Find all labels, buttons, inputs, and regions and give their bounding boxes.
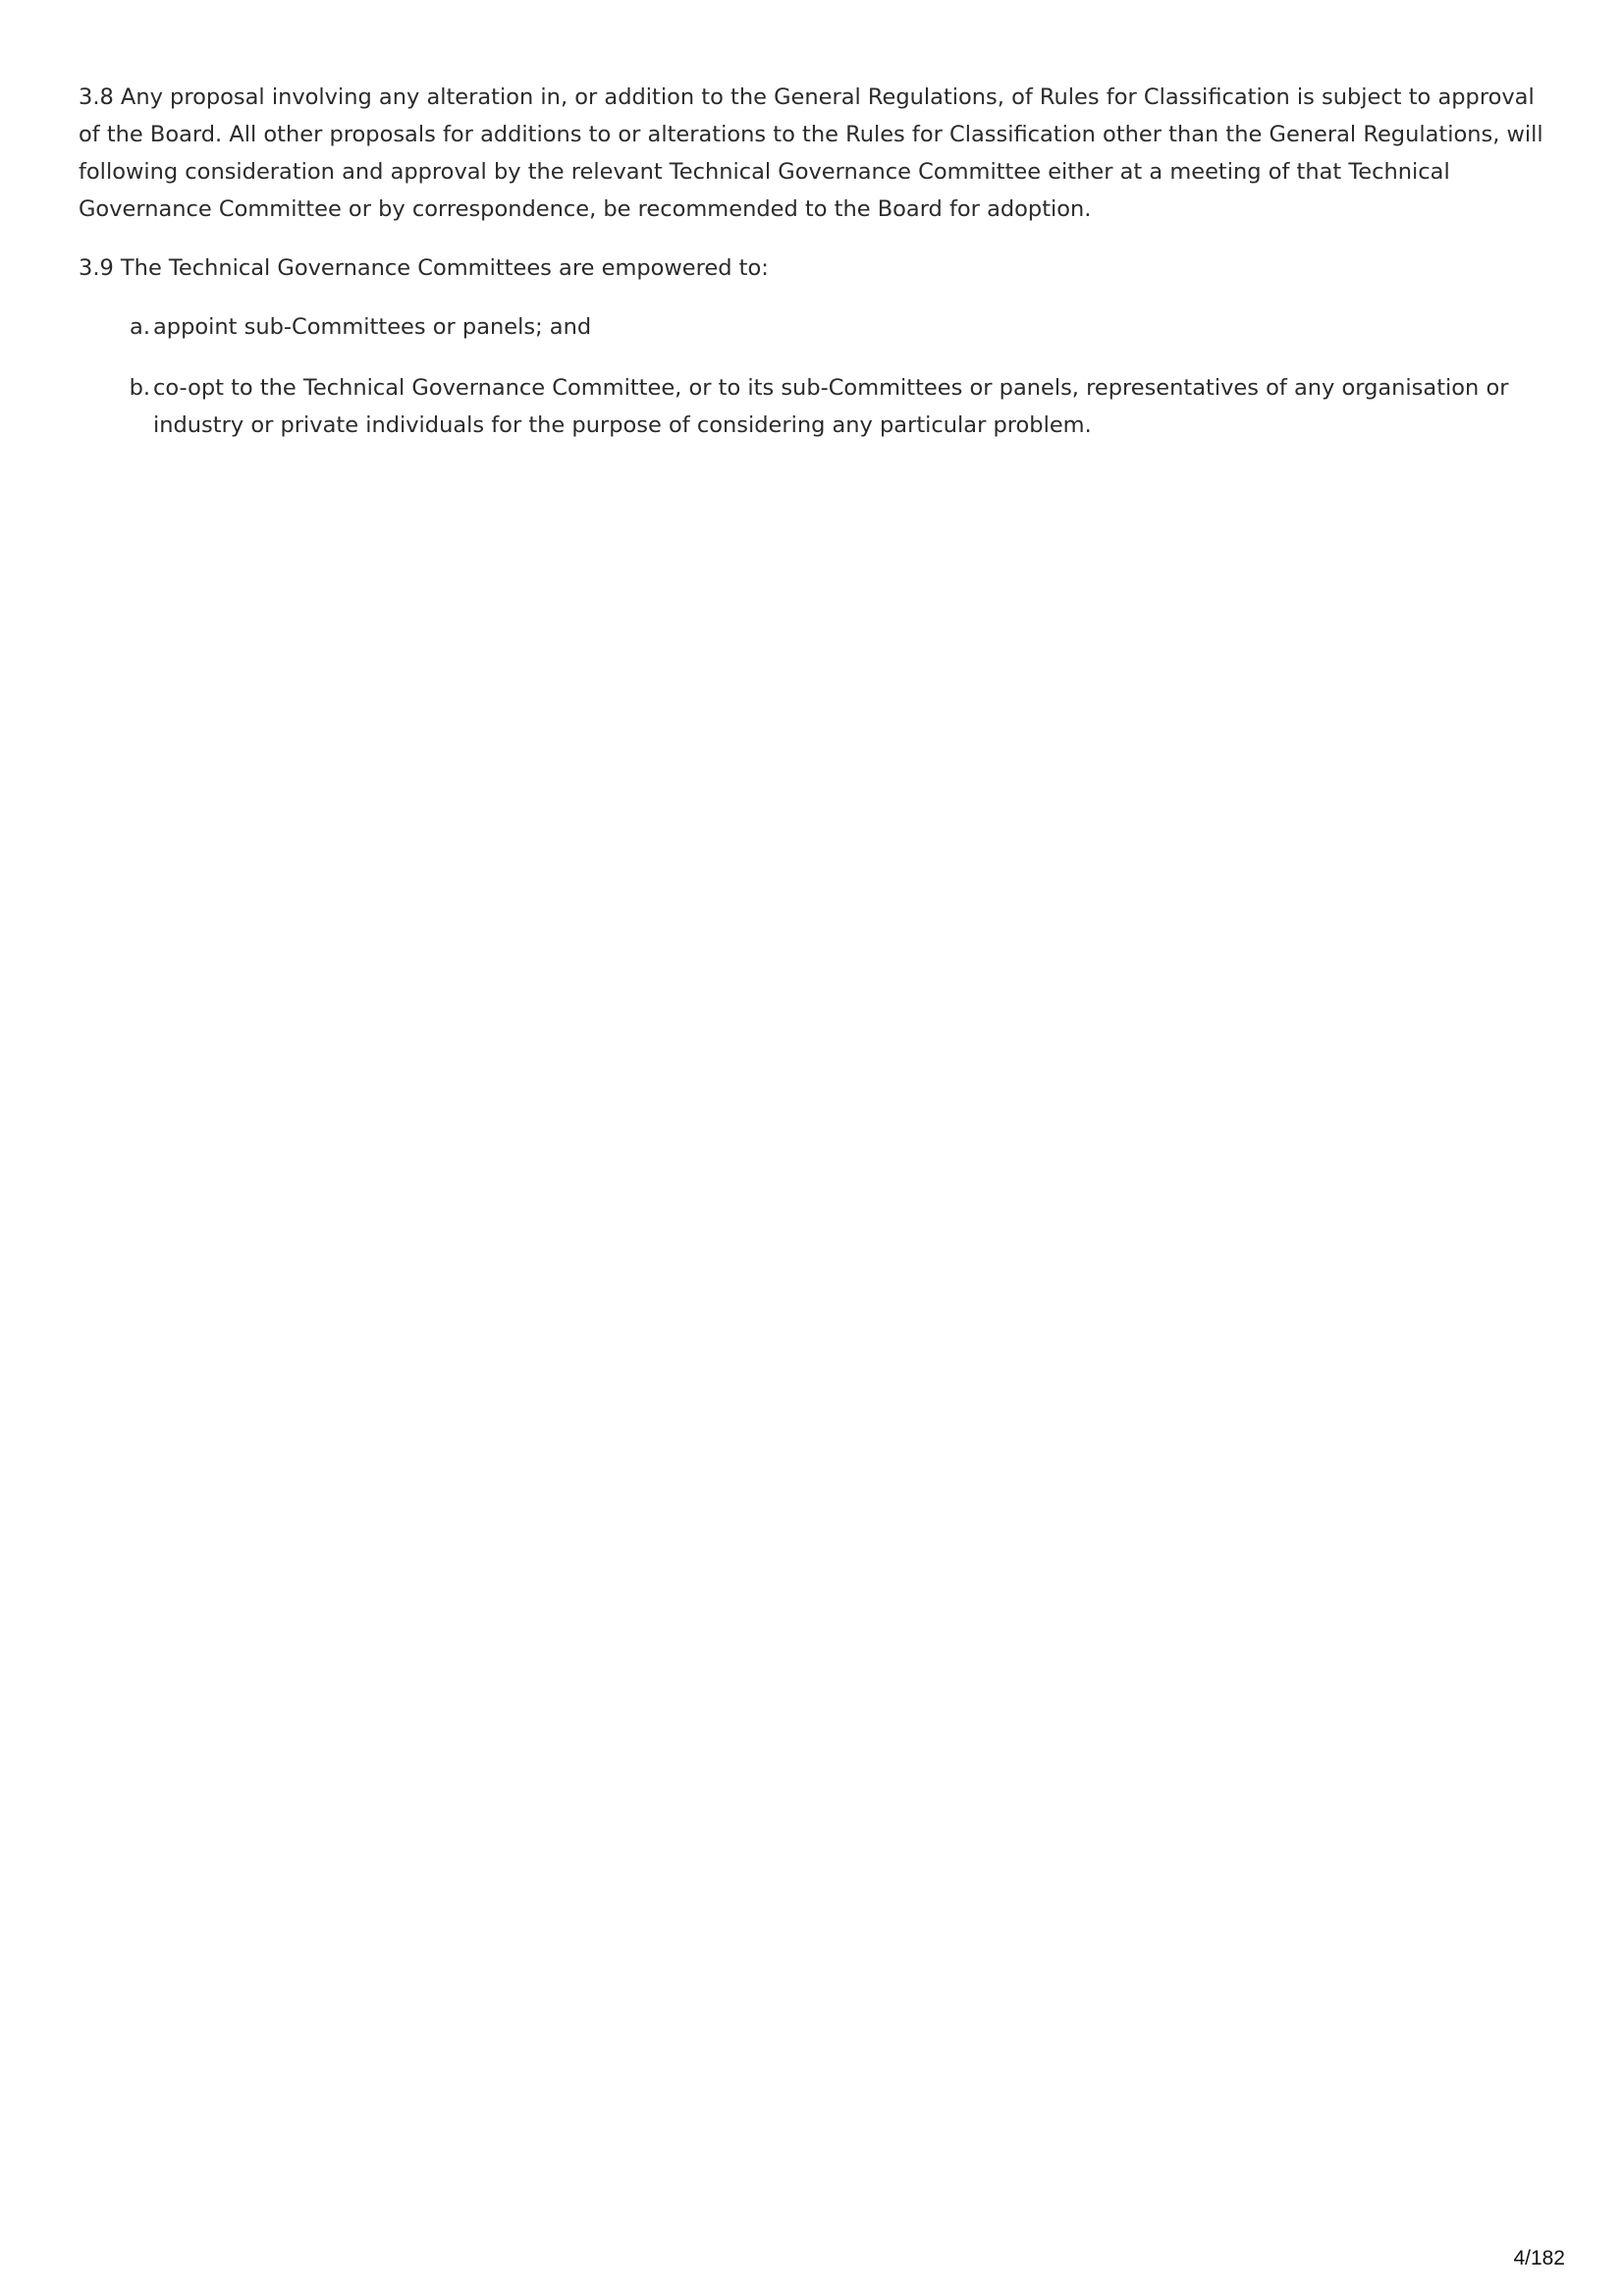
list-marker: b. <box>129 375 150 401</box>
page-number: 4/182 <box>1513 2247 1565 2269</box>
list-item <box>79 369 1561 444</box>
list-marker: a. <box>130 314 150 340</box>
list-item-text: co-opt to the Technical Governance Committee, or to its sub-Committees or panels, representatives of any organisation or industry or private individuals for the purpose of considering any particular problem. <box>153 375 1509 438</box>
document-body <box>79 79 1561 467</box>
paragraph-3-9: 3.9 The Technical Governance Committees are empowered to: <box>79 255 769 281</box>
list-item-text: appoint sub-Committees or panels; and <box>153 314 592 340</box>
empowerment-list <box>79 308 1561 444</box>
paragraph-3-8: 3.8 Any proposal involving any alteration in, or addition to the General Regulations, of Rules for Classification is subject to approval of the Board. All other proposals for additions to or alterations to the Rules for Classification other than the General Regulations, will following consideration and approval by the relevant Technical Governance Committee either at a meeting of that Technical Governance Committee or by correspondence, be recommended to the Board for adoption. <box>79 84 1543 222</box>
list-item <box>79 308 1561 346</box>
